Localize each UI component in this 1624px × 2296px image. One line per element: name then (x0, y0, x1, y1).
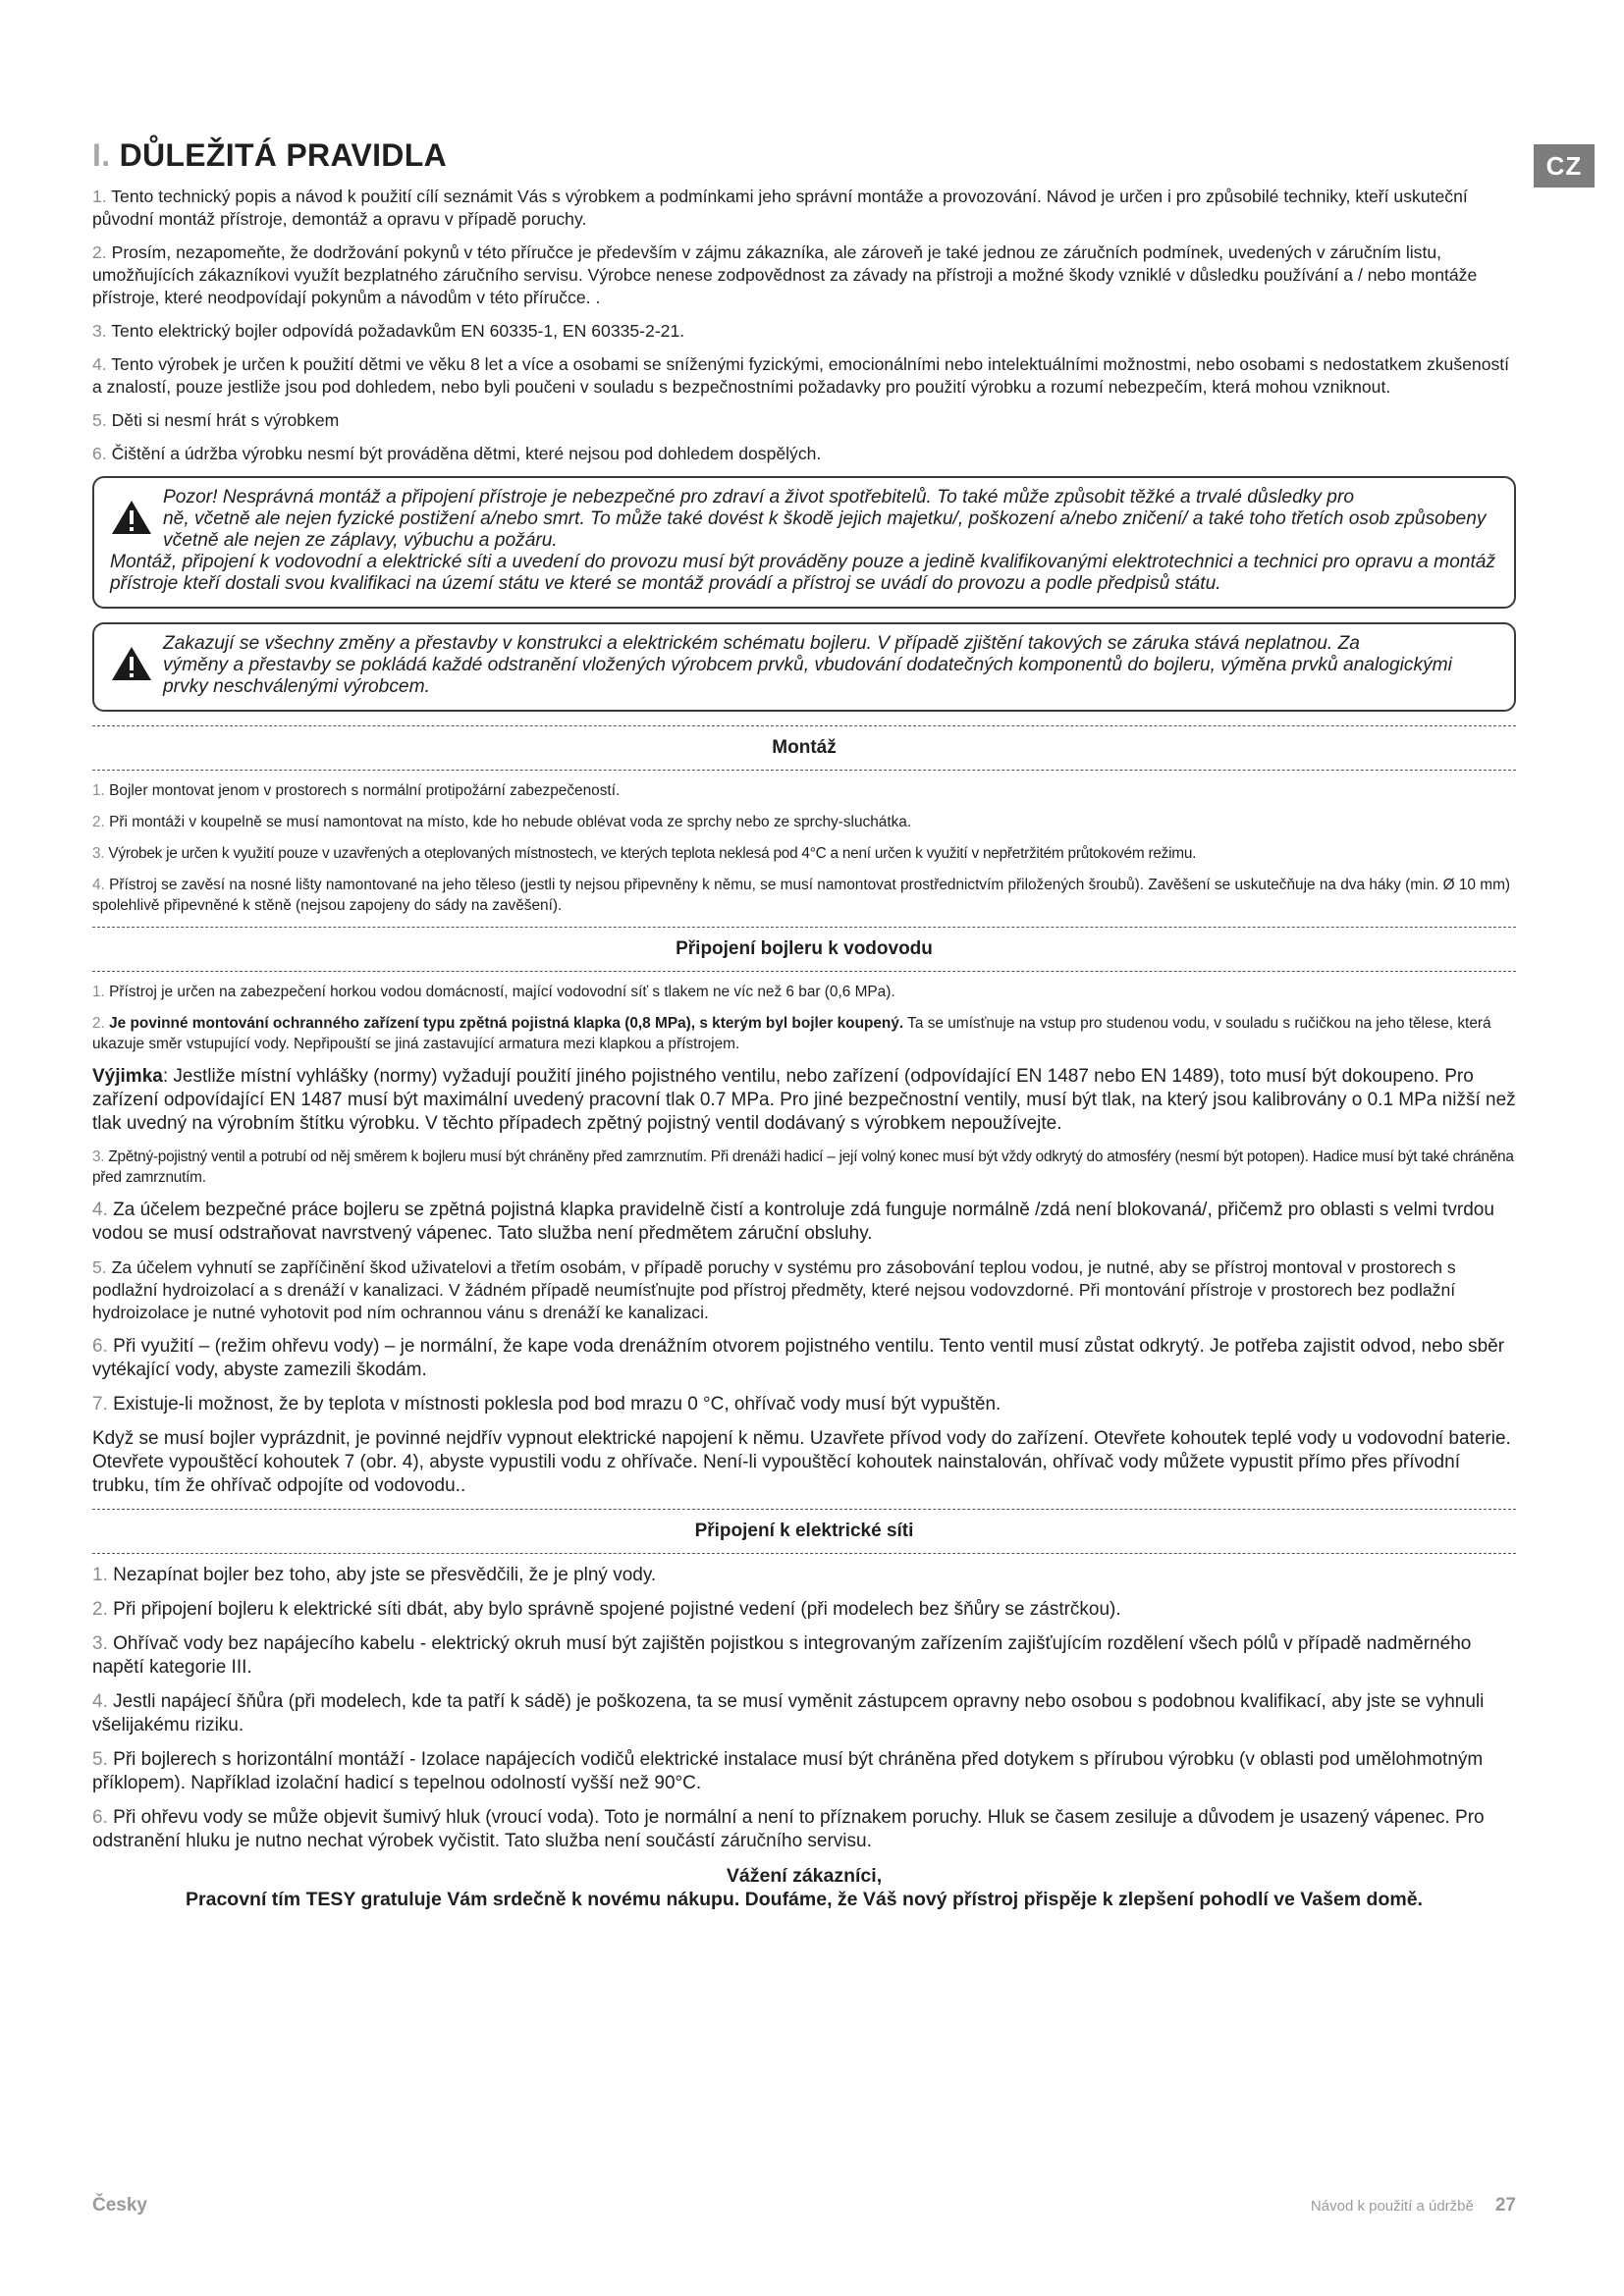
item-text: Tento výrobek je určen k použití dětmi ve věku 8 let a více a osobami se sníženými fyzickými, emocionálními nebo intelektuálními možnostmi, nebo osobami s nedostatkem zkušeností a znalostí, pouze jestliže jsou pod dohledem, nebo byli poučeni v souladu s bezpečnostními požadavky pro použití výrobku a rozumí nebezpečím, která mohou vzniknout. (92, 354, 1510, 397)
item-number: 3. (92, 845, 105, 862)
elektrika-item-2 (92, 1598, 1516, 1622)
item-number: 7. (92, 1394, 108, 1415)
section-heading (92, 137, 1516, 174)
subsection-title-elektrika: Připojení k elektrické síti (694, 1521, 914, 1541)
vodovod-item-3 (92, 1147, 1516, 1188)
item-number: 1. (92, 984, 105, 1000)
intro-list (92, 186, 1516, 465)
montaz-item-4 (92, 875, 1516, 916)
item-number: 2. (92, 1599, 108, 1620)
item-text: Při využití – (režim ohřevu vody) – je normální, že kape voda drenážním otvorem pojistného ventilu. Tento ventil musí zůstat odkrytý. Je potřeba zajistit odvod, nebo sběr vytékající vody, abyste zamezili škodám. (92, 1336, 1505, 1380)
warning-first-line: Pozor! Nesprávná montáž a připojení přístroje je nebezpečné pro zdraví a život spotřebitelů. To také může způsobit těžké a trvalé důsledky pro (163, 487, 1355, 507)
item-text: Děti si nesmí hrát s výrobkem (111, 410, 340, 430)
closing-text: Pracovní tím TESY gratuluje Vám srdečně k novému nákupu. Doufáme, že Váš nový přístroj přispěje k zlepšení pohodlí ve Vašem domě. (186, 1889, 1423, 1910)
montaz-item-1 (92, 780, 1516, 801)
item-number: 6. (92, 444, 107, 463)
item-text: Při ohřevu vody se může objevit šumivý hluk (vroucí voda). Toto je normální a není to příznakem poruchy. Hluk se časem zesiluje a důvodem je usazený vápenec. Pro odstranění hluku je nutno nechat výrobek vyčistit. Tato služba není součástí záručního servisu. (92, 1807, 1485, 1851)
subsection-title-vodovod: Připojení bojleru k vodovodu (676, 938, 933, 959)
item-number: 1. (92, 782, 105, 799)
dashed-divider (92, 770, 1516, 771)
elektrika-list (92, 1564, 1516, 1853)
vodovod-item-1 (92, 982, 1516, 1002)
item-text: Čištění a údržba výrobku nesmí být prováděna dětmi, které nejsou pod dohledem dospělých. (111, 444, 822, 463)
dashed-divider (92, 725, 1516, 726)
vodovod-list (92, 982, 1516, 1498)
warning-triangle-icon (110, 645, 153, 682)
item-text: Přístroj je určen na zabezpečení horkou vodou domácností, mající vodovodní síť s tlakem ne víc než 6 bar (0,6 MPa). (109, 984, 895, 1000)
item-text: Nezapínat bojler bez toho, aby jste se přesvědčili, že je plný vody. (113, 1565, 657, 1585)
warning-first-line: Zakazují se všechny změny a přestavby v konstrukci a elektrickém schématu bojleru. V případě zjištění takových se záruka stává neplatnou. Za (163, 633, 1360, 654)
item-text: Ohřívač vody bez napájecího kabelu - elektrický okruh musí být zajištěn pojistkou s integrovaným zařízením zajišťujícím rozdělení všech pólů v případě nadměrného napětí kategorie III. (92, 1633, 1472, 1678)
item-number: 5. (92, 1749, 108, 1770)
subsection-title-montaz: Montáž (772, 737, 837, 758)
warning-text: výměny a přestavby se pokládá každé odstranění vložených výrobcem prvků, vbudování dodatečných komponentů do bojleru, výměna prvků analogickými prvky neschválenými výrobcem. (163, 655, 1452, 697)
vodovod-item-6 (92, 1335, 1516, 1382)
elektrika-item-4 (92, 1690, 1516, 1737)
item-number: 4. (92, 354, 107, 374)
item-text: Tento technický popis a návod k použití cílí seznámit Vás s výrobkem a podmínkami jeho správní montáže a provozování. Návod je určen i pro způsobilé techniky, kteří uskuteční původní montáž přístroje, demontáž a opravu v případě poruchy. (92, 187, 1468, 229)
item-text: Výrobek je určen k využití pouze v uzavřených a oteplovaných místnostech, ve kterých teplota neklesá pod 4°C a není určen k využití v nepřetržitém průtokovém režimu. (108, 845, 1197, 862)
vodovod-exception (92, 1065, 1516, 1136)
intro-item-3 (92, 320, 1516, 343)
warning-text: ně, včetně ale nejen fyzické postižení a/nebo smrt. To může také dovést k škodě jejich majetku/, poškození a/nebo zničení/ a také toho třetích osob způsobeny včetně ale nejen ze záplavy, výbuchu a požáru. (163, 508, 1487, 551)
dashed-divider (92, 971, 1516, 972)
item-text: Tento elektrický bojler odpovídá požadavkům EN 60335-1, EN 60335-2-21. (111, 321, 685, 341)
vodovod-item-7 (92, 1393, 1516, 1416)
item-number: 2. (92, 1015, 105, 1032)
footer-right (1311, 2195, 1516, 2216)
montaz-list (92, 780, 1516, 916)
item-number: 4. (92, 1691, 108, 1712)
item-text: Existuje-li možnost, že by teplota v místnosti poklesla pod bod mrazu 0 °C, ohřívač vody musí být vypuštěn. (113, 1394, 1001, 1415)
vodovod-item-5 (92, 1256, 1516, 1324)
section-number: I. (92, 137, 111, 173)
item-number: 5. (92, 410, 107, 430)
intro-item-5 (92, 409, 1516, 432)
exception-label: Výjimka (92, 1066, 163, 1087)
warning-box-installation (92, 476, 1516, 609)
dashed-divider (92, 927, 1516, 928)
item-text: Za účelem bezpečné práce bojleru se zpětná pojistná klapka pravidelně čistí a kontroluje zdá funguje normálně /zdá není blokovaná/, přičemž pro oblasti s velmi tvrdou vodou se musí odstraňovat navrstvený vápenec. Tato služba není předmětem záruční obsluhy. (92, 1200, 1494, 1244)
item-number: 3. (92, 1148, 105, 1165)
elektrika-item-6 (92, 1806, 1516, 1853)
montaz-item-2 (92, 812, 1516, 832)
item-text: Při montáži v koupelně se musí namontovat na místo, kde ho nebude oblévat voda ze sprchy nebo ze sprchy-sluchátka. (109, 814, 912, 830)
footer-manual-title: Návod k použití a údržbě (1310, 2198, 1474, 2215)
warning-box-modifications (92, 622, 1516, 712)
item-number: 5. (92, 1257, 107, 1277)
elektrika-item-1 (92, 1564, 1516, 1587)
item-text: Zpětný-pojistný ventil a potrubí od něj směrem k bojleru musí být chráněny před zamrznutím. Při drenáži hadicí – její volný konec musí být vždy odkrytý do atmosféry (nesmí být potopen). Hadice musí být také chráněna před zamrznutím. (92, 1148, 1514, 1186)
intro-item-1 (92, 186, 1516, 231)
exception-text: : Jestliže místní vyhlášky (normy) vyžadují použití jiného pojistného ventilu, nebo zařízení (odpovídající EN 1487 nebo EN 1489), toto musí být dokoupeno. Pro zařízení odpovídající EN 1487 musí být maximální uvedený pracovní tlak 0.7 MPa. Pro jiné bezpečnostní ventily, musí být tlak, na který jsou kalibrovány o 0.1 MPa nižší než tlak uvedný na výrobním štítku výrobku. V těchto případech zpětný pojistný ventil dodávaný s výrobkem nepoužívejte. (92, 1066, 1516, 1134)
vodovod-drain-paragraph: Když se musí bojler vyprázdnit, je povinné nejdřív vypnout elektrické napojení k němu. Uzavřete přívod vody do zařízení. Otevřete kohoutek teplé vody u vodovodní baterie. Otevřete vypouštěcí kohoutek 7 (obr. 4), abyste vypustili vodu z ohřívače. Není-li vypouštěcí kohoutek nainstalován, ohřívač vody můžete vypustit přímo přes přívodní trubku, tím že ohřívač odpojíte od vodovodu.. (92, 1428, 1511, 1496)
item-number: 4. (92, 1200, 108, 1220)
item-bold-text: Je povinné montování ochranného zařízení typu zpětná pojistná klapka (0,8 MPa), s kterým byl bojler koupený. (109, 1015, 904, 1032)
item-text: Při bojlerech s horizontální montáží - Izolace napájecích vodičů elektrické instalace musí být chráněna před dotykem s přírubou výrobku (v oblasti pod umělohmotným příklopem). Například izolační hadicí s tepelnou odolností vyšší než 90°C. (92, 1749, 1484, 1793)
item-number: 3. (92, 321, 107, 341)
item-text: Prosím, nezapomeňte, že dodržování pokynů v této příručce je především v zájmu zákazníka, ale zároveň je také jednou ze záručních podmínek, uvedených v záručním listu, umožňujících zákazníkovi využít bezplatného záručního servisu. Výrobce nenese zodpovědnost za závady na přístroji a možné škody vzniklé v důsledku používání a / nebo montáže přístroje, které neodpovídají pokynům a návodům v této příručce. . (92, 242, 1478, 307)
vodovod-item-4 (92, 1199, 1516, 1246)
section-title: DŮLEŽITÁ PRAVIDLA (119, 137, 447, 173)
item-number: 1. (92, 1565, 108, 1585)
item-text: Ta se umísťnuje na vstup pro studenou vodu, v souladu s ručičkou na jeho tělese, která ukazuje směr vstupující vody. Nepřipouští se jiná zastavující armatura mezi klapkou a přístrojem. (92, 1015, 1491, 1052)
warning-extra-text: Montáž, připojení k vodovodní a elektrické síti a uvedení do provozu musí být prováděny pouze a jedině kvalifikovanými elektrotechnici a technici pro opravu a montáž přístroje kteří dostali svou kvalifikaci na území státu ve které se montáž provádí a přístroj se uvádí do provozu a podle předpisů státu. (110, 552, 1496, 594)
item-number: 3. (92, 1633, 108, 1654)
item-text: Jestli napájecí šňůra (při modelech, kde ta patří k sádě) je poškozena, ta se musí vyměnit zástupcem opravny nebo osobou s podobnou kvalifikací, aby jste se vyhnuli všelijakému riziku. (92, 1691, 1485, 1735)
vodovod-item-2 (92, 1013, 1516, 1054)
elektrika-item-5 (92, 1748, 1516, 1795)
item-number: 2. (92, 242, 107, 262)
warning-triangle-icon (110, 499, 153, 536)
dashed-divider (92, 1509, 1516, 1510)
intro-item-4 (92, 353, 1516, 399)
footer-language: Česky (92, 2195, 147, 2216)
item-number: 6. (92, 1807, 108, 1828)
page-content (92, 137, 1516, 1911)
item-number: 6. (92, 1336, 108, 1357)
dashed-divider (92, 1553, 1516, 1554)
item-text: Za účelem vyhnutí se zapříčinění škod uživatelovi a třetím osobám, v případě poruchy v systému pro zásobování teplou vodou, je nutné, aby se přístroj montoval v prostorech s podlažní hydroizolací a s drenáží v kanalizaci. V žádném případě neumísťnujte pod přístroj předměty, které nejsou vodovzdorné. Při montování přístroje v prostorech bez podlažní hydroizolace je nutné vyhotovit pod ním ochrannou vánu s drenáží ke kanalizaci. (92, 1257, 1456, 1322)
elektrika-item-3 (92, 1632, 1516, 1680)
item-number: 4. (92, 877, 105, 893)
item-number: 1. (92, 187, 107, 206)
language-tab: CZ (1534, 144, 1595, 187)
closing-salutation: Vážení zákazníci, (726, 1865, 883, 1887)
item-text: Při připojení bojleru k elektrické síti dbát, aby bylo správně spojené pojistné vedení (při modelech bez šňůry se zástrčkou). (113, 1599, 1121, 1620)
intro-item-6 (92, 443, 1516, 465)
item-number: 2. (92, 814, 105, 830)
item-text: Přístroj se zavěsí na nosné lišty namontované na jeho těleso (jestli ty nejsou připevněny k němu, se musí namontovat prostřednictvím přiložených šroubů). Zavěšení se uskutečňuje na dva háky (min. Ø 10 mm) spolehlivě připevněné k stěně (nejsou zapojeny do sády na zavěšení). (92, 877, 1511, 914)
item-text: Bojler montovat jenom v prostorech s normální protipožární zabezpečeností. (109, 782, 621, 799)
intro-item-2 (92, 241, 1516, 309)
closing-message (92, 1864, 1516, 1911)
montaz-item-3 (92, 843, 1516, 864)
page-number: 27 (1494, 2195, 1516, 2216)
